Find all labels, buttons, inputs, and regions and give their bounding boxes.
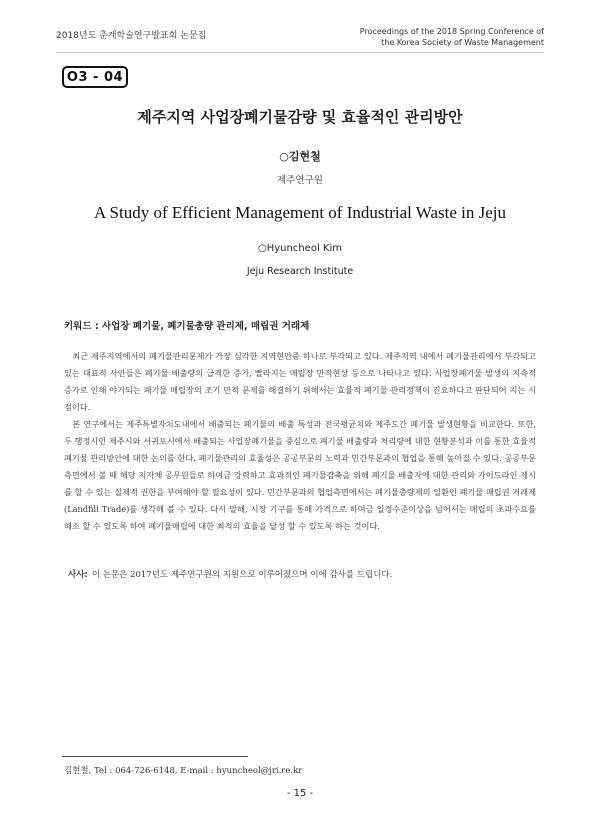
footnote-divider — [62, 756, 248, 757]
acknowledgment-label: 사사: — [68, 570, 88, 580]
paper-title-korean: 제주지역 사업장폐기물감량 및 효율적인 관리방안 — [137, 108, 463, 126]
paper-title-english: A Study of Efficient Management of Industrial Waste in Jeju — [93, 203, 507, 222]
running-header-left: 2018년도 춘계학술연구발표회 논문집 — [56, 31, 207, 41]
abstract-paragraph-1: 최근 제주지역에서의 폐기물관리문제가 가장 심각한 지역현안중 하나로 부각되고 있다. 제주지역 내에서 폐기물관리에서 부각되고 있는 대표적 사안들은 폐기물 배출량의 급격한 증가, 빨라지는 매립장 만적현상 등으로 나타나고 있다. 사업장폐기물 발생의 지속적 증가로 인해 야기되는 폐기물 매립장의 조기 만적 문제를 해결하기 위해서는 효율적 폐기물 관리정책이 긴요하다고 판단되어 지는 시점이다. — [64, 351, 536, 412]
author-contact-footnote: 김현철, Tel : 064-726-6148, E-mail : hyuncheol@jri.re.kr — [64, 766, 303, 776]
abstract-body — [64, 348, 536, 535]
running-header-right-line1: Proceedings of the 2018 Spring Conference of — [359, 27, 544, 36]
page-number: - 15 - — [286, 788, 314, 799]
abstract-paragraph-2: 본 연구에서는 제주특별자치도내에서 배출되는 폐기물의 배출 특성과 전국평균치와 제주도간 폐기물 발생현황을 비교한다. 또한, 두 행정시인 제주시와 서귀포시에서 배출되는 사업장폐기물을 중심으로 폐기물 배출량과 처리량에 대한 현황분석과 이를 통한 효율적 폐기물 관리방안에 대한 논의를 한다. 폐기물관리의 효율성은 공공부문의 노력과 민간부문과의 협업을 통해 높아질 수 있다. 공공부문측면에서 볼 때 해당 지자체 공무원들로 하여금 강력하고 효과적인 폐기물감축을 위해 폐기물 배출자에 대한 관리와 가이드라인 제시를 할 수 있는 실재적 권한을 부여해야 할 필요성이 있다. 민간부문과의 협업측면에서는 폐기물총량제의 일환인 폐기물 매립권 거래제(Landfill Trade)를 생각해 볼 수 있다. 다시 말해, 시장 기구를 통해 가격으로 하여금 일정수준이상을 넘어서는 매립의 초과수요를 해소 할 수 있도록 하여 폐기물매립에 대한 최적의 효율을 달성 할 수 있도록 하는 것이다. — [64, 419, 536, 531]
session-code-badge: O3 - 04 — [62, 66, 128, 88]
acknowledgment — [64, 568, 536, 580]
affiliation-english: Jeju Research Institute — [246, 266, 354, 277]
author-korean: ○김현철 — [279, 150, 321, 163]
acknowledgment-text: 이 논문은 2017년도 제주연구원의 지원으로 이루어졌으며 이에 감사를 드립니다. — [91, 570, 393, 580]
keywords-line: 키워드 : 사업장 폐기물, 폐기물총량 관리제, 매립권 거래제 — [64, 321, 310, 332]
running-header-right-line2: the Korea Society of Waste Management — [381, 38, 544, 47]
affiliation-korean: 제주연구원 — [277, 175, 323, 186]
header-divider — [56, 52, 544, 53]
author-english: ○Hyuncheol Kim — [258, 243, 342, 254]
running-header-right — [360, 26, 544, 48]
